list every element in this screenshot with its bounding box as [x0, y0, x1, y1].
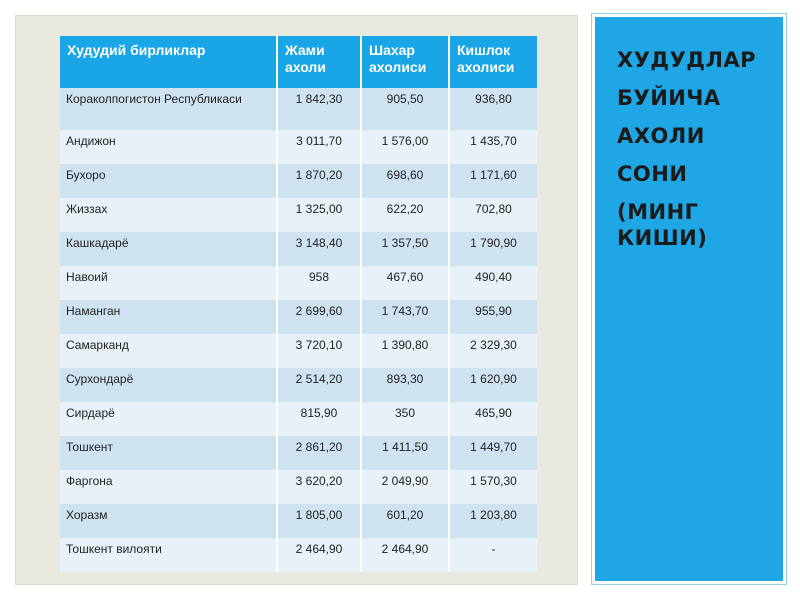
cell-region: Кораколпогистон Республикаси [60, 88, 278, 130]
cell-urban: 1 576,00 [362, 130, 450, 164]
cell-rural: 1 790,90 [450, 232, 537, 266]
cell-urban: 1 411,50 [362, 436, 450, 470]
cell-region: Сурхондарё [60, 368, 278, 402]
cell-urban: 2 049,90 [362, 470, 450, 504]
cell-total: 2 861,20 [278, 436, 362, 470]
cell-rural: 2 329,30 [450, 334, 537, 368]
title-panel [592, 14, 786, 584]
cell-urban: 893,30 [362, 368, 450, 402]
cell-rural: 465,90 [450, 402, 537, 436]
cell-total: 2 699,60 [278, 300, 362, 334]
cell-urban: 601,20 [362, 504, 450, 538]
table-row [60, 402, 537, 436]
cell-region: Тошкент [60, 436, 278, 470]
cell-rural: - [450, 538, 537, 572]
cell-region: Жиззах [60, 198, 278, 232]
cell-total: 1 870,20 [278, 164, 362, 198]
cell-rural: 1 449,70 [450, 436, 537, 470]
cell-region: Андижон [60, 130, 278, 164]
cell-region: Фаргона [60, 470, 278, 504]
cell-region: Наманган [60, 300, 278, 334]
cell-urban: 622,20 [362, 198, 450, 232]
cell-urban: 1 390,80 [362, 334, 450, 368]
table-row [60, 130, 537, 164]
table-row [60, 164, 537, 198]
cell-urban: 1 357,50 [362, 232, 450, 266]
cell-rural: 955,90 [450, 300, 537, 334]
cell-rural: 702,80 [450, 198, 537, 232]
table-header-row [60, 36, 537, 88]
cell-urban: 905,50 [362, 88, 450, 130]
table-row [60, 266, 537, 300]
cell-region: Самарканд [60, 334, 278, 368]
cell-total: 1 805,00 [278, 504, 362, 538]
cell-total: 2 464,90 [278, 538, 362, 572]
cell-urban: 467,60 [362, 266, 450, 300]
cell-region: Кашкадарё [60, 232, 278, 266]
cell-total: 1 325,00 [278, 198, 362, 232]
cell-rural: 1 620,90 [450, 368, 537, 402]
cell-total: 1 842,30 [278, 88, 362, 130]
table-row [60, 300, 537, 334]
cell-total: 3 148,40 [278, 232, 362, 266]
title-line: БУЙИЧА [617, 86, 721, 110]
title-line: (МИНГ КИШИ) [617, 200, 708, 250]
cell-total: 2 514,20 [278, 368, 362, 402]
header-urban-population: Шахар ахолиси [362, 36, 450, 88]
cell-total: 3 720,10 [278, 334, 362, 368]
header-region: Худудий бирликлар [60, 36, 278, 88]
cell-urban: 350 [362, 402, 450, 436]
cell-region: Тошкент вилояти [60, 538, 278, 572]
slide-title [617, 41, 777, 251]
cell-total: 958 [278, 266, 362, 300]
cell-rural: 936,80 [450, 88, 537, 130]
header-total-population: Жами ахоли [278, 36, 362, 88]
cell-rural: 1 435,70 [450, 130, 537, 164]
table-row [60, 232, 537, 266]
table-row [60, 436, 537, 470]
title-line: СОНИ [617, 162, 688, 186]
cell-region: Навоий [60, 266, 278, 300]
population-table [60, 36, 537, 572]
header-rural-population: Кишлок ахолиси [450, 36, 537, 88]
cell-total: 815,90 [278, 402, 362, 436]
title-line: АХОЛИ [617, 124, 705, 148]
table-row [60, 198, 537, 232]
cell-total: 3 620,20 [278, 470, 362, 504]
table-body [60, 88, 537, 572]
cell-region: Бухоро [60, 164, 278, 198]
table-row [60, 538, 537, 572]
table-row [60, 470, 537, 504]
table-row [60, 504, 537, 538]
table-row [60, 88, 537, 130]
cell-urban: 1 743,70 [362, 300, 450, 334]
cell-region: Сирдарё [60, 402, 278, 436]
cell-rural: 1 570,30 [450, 470, 537, 504]
cell-rural: 1 203,80 [450, 504, 537, 538]
cell-rural: 490,40 [450, 266, 537, 300]
table-row [60, 368, 537, 402]
cell-urban: 698,60 [362, 164, 450, 198]
cell-total: 3 011,70 [278, 130, 362, 164]
table-panel [15, 15, 578, 585]
cell-region: Хоразм [60, 504, 278, 538]
table-row [60, 334, 537, 368]
cell-urban: 2 464,90 [362, 538, 450, 572]
title-line: ХУДУДЛАР [617, 48, 757, 72]
cell-rural: 1 171,60 [450, 164, 537, 198]
